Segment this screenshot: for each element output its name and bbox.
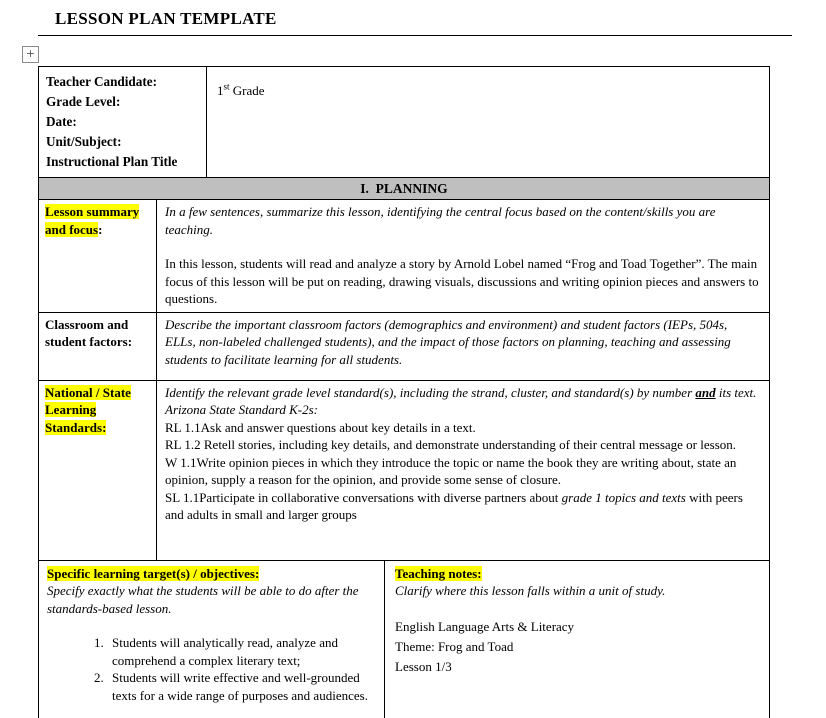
objectives-list xyxy=(47,634,376,704)
objectives-prompt: Specify exactly what the students will be able to do after the standards-based lesson. xyxy=(47,583,359,616)
standard-item-w11: W 1.1Write opinion pieces in which they introduce the topic or name the book they are writing about, state an opinion, supply a reason for the opinion, and provide some sense of closure. xyxy=(165,454,737,487)
lesson-summary-prompt: In a few sentences, summarize this lesson, identifying the central focus based on the content/skills you are teaching. xyxy=(165,204,716,237)
objectives-notes-row xyxy=(39,561,769,718)
teaching-notes-line: Lesson 1/3 xyxy=(395,658,452,674)
header-info-row xyxy=(39,67,769,178)
header-values-cell xyxy=(206,67,769,177)
table-move-handle-icon[interactable]: + xyxy=(22,46,39,63)
classroom-factors-content-cell xyxy=(156,313,769,380)
classroom-factors-label-cell xyxy=(39,313,156,380)
objectives-cell xyxy=(39,561,384,718)
teaching-notes-line: English Language Arts & Literacy xyxy=(395,618,575,634)
standards-row xyxy=(39,381,769,561)
objectives-label: Specific learning target(s) / objectives: xyxy=(47,565,260,581)
lesson-plan-table xyxy=(38,66,770,718)
objective-item: 2. Students will write effective and well-grounded texts for a wide range of purposes and audiences. xyxy=(107,669,376,704)
teaching-notes-prompt: Clarify where this lesson falls within a unit of study. xyxy=(395,583,666,598)
label-date: Date: xyxy=(46,114,77,129)
classroom-factors-label-colon: : xyxy=(127,334,133,349)
grade-value: 1st Grade xyxy=(217,81,265,98)
standards-label-cell xyxy=(39,381,156,560)
lesson-summary-row xyxy=(39,200,769,313)
classroom-factors-prompt: Describe the important classroom factors (demographics and environment) and student factors (IEPs, 504s, ELLs, non-labeled challenged students), and the impact of those factors on planning, teaching and assessing students to facilitate learning for all students. xyxy=(165,316,731,367)
classroom-factors-row xyxy=(39,313,769,381)
lesson-summary-label: Lesson summary and focus xyxy=(45,204,140,237)
lesson-summary-label-cell xyxy=(39,200,156,312)
teaching-notes-cell xyxy=(384,561,769,718)
standard-item-sl11: SL 1.1Participate in collaborative conversations with diverse partners about grade 1 topics and texts with peers and adults in small and larger groups xyxy=(165,489,743,522)
teaching-notes-line: Theme: Frog and Toad xyxy=(395,638,514,654)
standards-prompt: Identify the relevant grade level standard(s), including the strand, cluster, and standard(s) by number and its text. xyxy=(165,384,757,400)
classroom-factors-label: Classroom and student factors xyxy=(45,316,129,349)
label-teacher-candidate: Teacher Candidate: xyxy=(46,74,157,89)
standards-content-cell xyxy=(156,381,769,560)
lesson-summary-label-colon: : xyxy=(98,221,103,237)
lesson-summary-content-cell xyxy=(156,200,769,312)
label-unit-subject: Unit/Subject: xyxy=(46,134,122,149)
objective-item: 1. Students will analytically read, analyze and comprehend a complex literary text; xyxy=(107,634,376,669)
section-banner-planning: I. PLANNING xyxy=(39,178,769,200)
lesson-summary-content: In this lesson, students will read and analyze a story by Arnold Lobel named “Frog and Toad Together”. The main focus of this lesson will be put on reading, drawing visuals, discussions and writing opinion pieces and answers to questions. xyxy=(165,256,759,306)
document-title: LESSON PLAN TEMPLATE xyxy=(55,9,277,28)
standard-item-rl12: RL 1.2 Retell stories, including key details, and demonstrate understanding of their central message or lesson. xyxy=(165,437,737,452)
standards-label: National / State Learning Standards: xyxy=(45,384,131,435)
title-underline xyxy=(38,35,792,36)
teaching-notes-label: Teaching notes: xyxy=(395,565,482,581)
label-grade-level: Grade Level: xyxy=(46,94,121,109)
standards-subheading: Arizona State Standard K-2s: xyxy=(165,402,318,417)
standard-item-rl11: RL 1.1Ask and answer questions about key details in a text. xyxy=(165,419,476,435)
header-labels-cell xyxy=(39,67,206,177)
label-instructional-plan-title: Instructional Plan Title xyxy=(46,154,178,169)
